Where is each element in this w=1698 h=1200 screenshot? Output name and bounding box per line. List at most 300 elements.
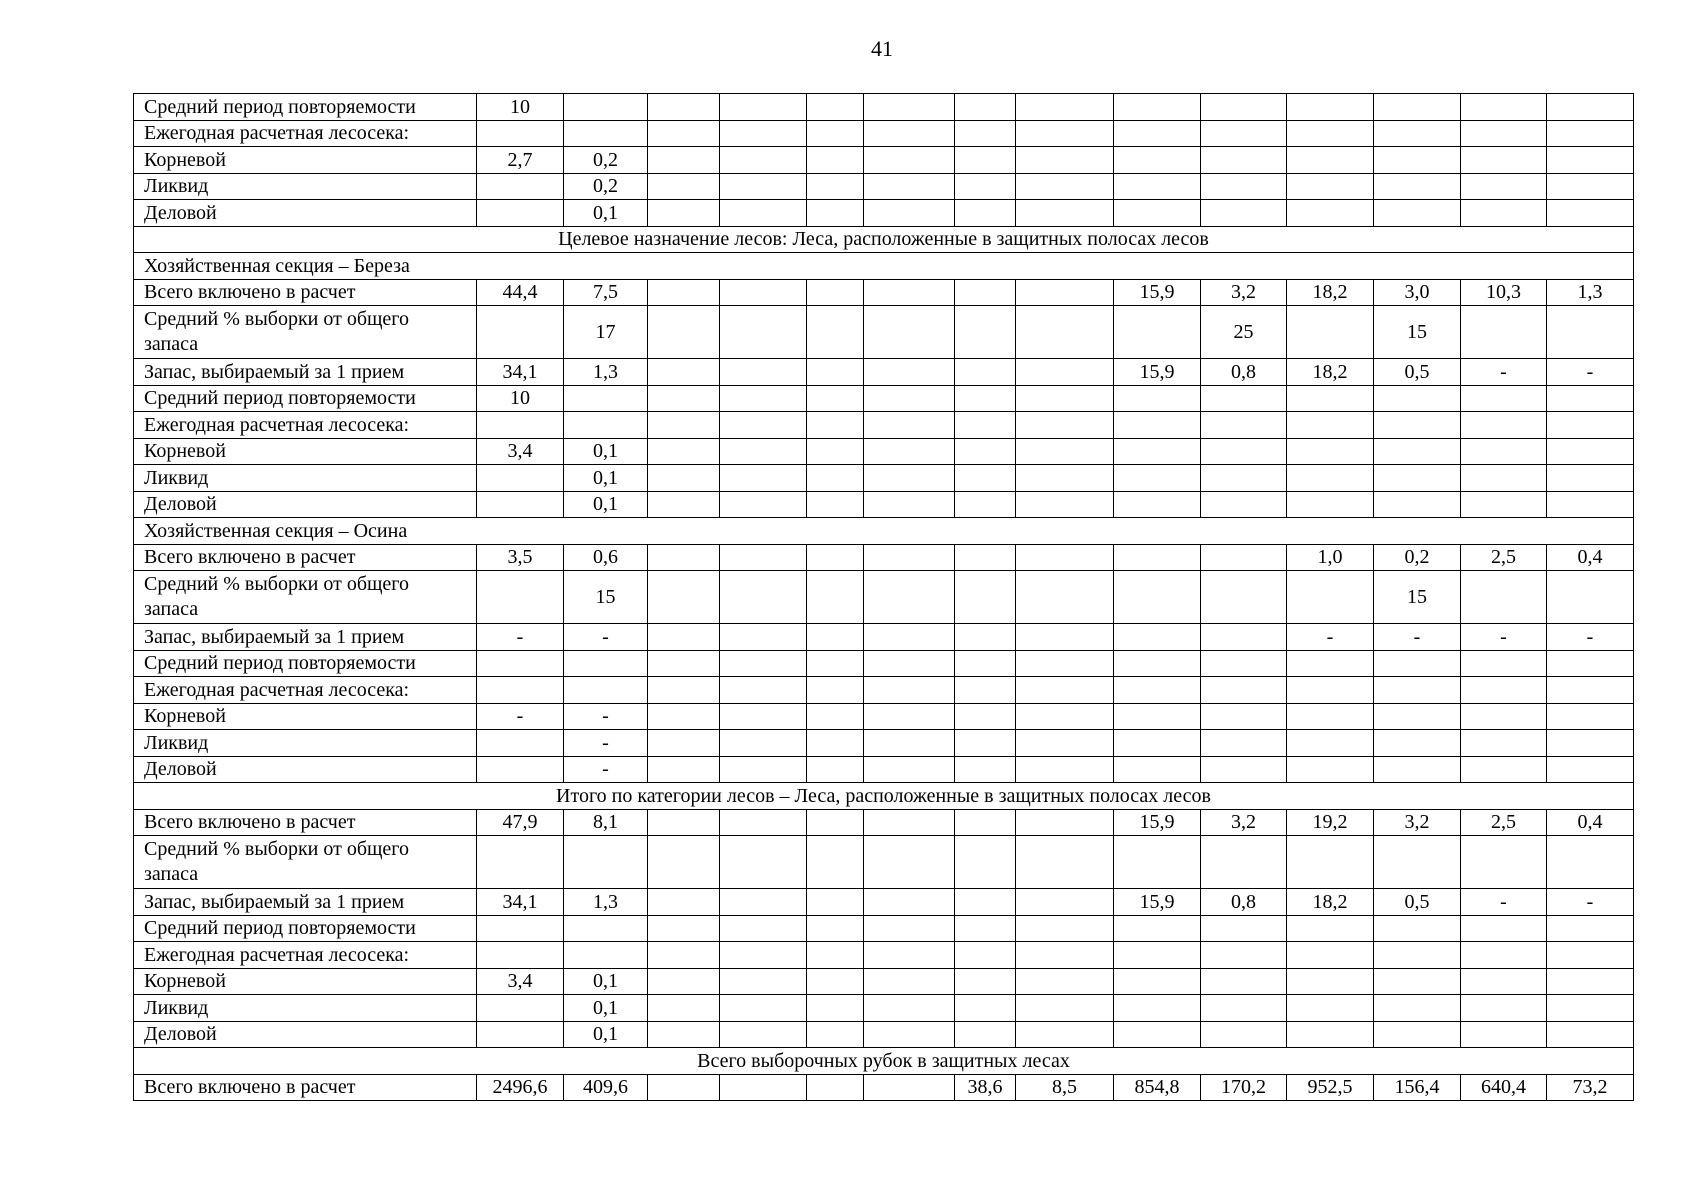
- table-cell: 640,4: [1461, 1074, 1547, 1101]
- subsection-heading: Хозяйственная секция – Береза: [134, 253, 1634, 280]
- table-cell: [1114, 730, 1201, 757]
- table-cell: [1547, 438, 1634, 465]
- table-cell: [720, 915, 807, 942]
- subsection-heading: Хозяйственная секция – Осина: [134, 518, 1634, 545]
- table-cell: [477, 915, 564, 942]
- table-cell: [477, 491, 564, 518]
- table-row: [134, 889, 1634, 916]
- table-cell: [720, 120, 807, 147]
- table-cell: -: [477, 703, 564, 730]
- table-cell: -: [1374, 624, 1461, 651]
- table-cell: 15,9: [1114, 889, 1201, 916]
- table-cell: [1016, 650, 1114, 677]
- row-label: Ликвид: [134, 730, 477, 757]
- table-cell: [864, 730, 955, 757]
- table-cell: [1114, 491, 1201, 518]
- table-cell: [807, 94, 864, 121]
- table-cell: [1374, 465, 1461, 492]
- table-cell: [864, 703, 955, 730]
- table-cell: [1374, 942, 1461, 969]
- table-cell: 44,4: [477, 279, 564, 306]
- table-cell: [720, 544, 807, 571]
- table-cell: 10: [477, 94, 564, 121]
- table-cell: [955, 809, 1016, 836]
- table-cell: 73,2: [1547, 1074, 1634, 1101]
- table-cell: [1201, 544, 1287, 571]
- table-cell: [1287, 385, 1374, 412]
- table-cell: [477, 120, 564, 147]
- table-cell: [1016, 94, 1114, 121]
- table-row: [134, 942, 1634, 969]
- table-cell: [1114, 1021, 1201, 1048]
- row-label: Ликвид: [134, 173, 477, 200]
- table-row: [134, 968, 1634, 995]
- row-label: Деловой: [134, 756, 477, 783]
- table-row: [134, 359, 1634, 386]
- table-cell: [720, 942, 807, 969]
- table-cell: [720, 995, 807, 1022]
- table-cell: [864, 1021, 955, 1048]
- table-cell: [1201, 385, 1287, 412]
- table-cell: [1016, 968, 1114, 995]
- table-cell: [648, 544, 720, 571]
- table-cell: [807, 809, 864, 836]
- table-cell: [1114, 942, 1201, 969]
- table-cell: 0,8: [1201, 359, 1287, 386]
- table-cell: 15: [564, 571, 648, 624]
- row-label: Средний период повторяемости: [134, 94, 477, 121]
- table-cell: [1016, 915, 1114, 942]
- row-label: Запас, выбираемый за 1 прием: [134, 624, 477, 651]
- table-cell: 8,5: [1016, 1074, 1114, 1101]
- table-row: [134, 120, 1634, 147]
- table-cell: -: [1461, 624, 1547, 651]
- table-cell: [477, 756, 564, 783]
- table-cell: [648, 491, 720, 518]
- table-row: [134, 1048, 1634, 1075]
- table-cell: [1461, 968, 1547, 995]
- row-label: Корневой: [134, 968, 477, 995]
- row-label: Ежегодная расчетная лесосека:: [134, 677, 477, 704]
- table-cell: [1461, 306, 1547, 359]
- table-cell: [648, 438, 720, 465]
- row-label: Ликвид: [134, 995, 477, 1022]
- table-cell: 15: [1374, 306, 1461, 359]
- table-cell: 2,5: [1461, 809, 1547, 836]
- table-row: [134, 412, 1634, 439]
- table-cell: [720, 359, 807, 386]
- table-cell: [648, 385, 720, 412]
- table-cell: [955, 306, 1016, 359]
- table-cell: [1547, 730, 1634, 757]
- row-label: Ежегодная расчетная лесосека:: [134, 120, 477, 147]
- table-cell: [648, 703, 720, 730]
- table-cell: 18,2: [1287, 359, 1374, 386]
- table-cell: [807, 491, 864, 518]
- table-cell: [864, 1074, 955, 1101]
- table-row: [134, 385, 1634, 412]
- table-cell: [1547, 756, 1634, 783]
- table-cell: [477, 200, 564, 227]
- table-cell: [720, 306, 807, 359]
- table-cell: [477, 571, 564, 624]
- table-cell: [1547, 995, 1634, 1022]
- table-cell: [807, 1021, 864, 1048]
- table-cell: [864, 412, 955, 439]
- table-cell: [1461, 1021, 1547, 1048]
- table-cell: [807, 836, 864, 889]
- table-cell: [477, 1021, 564, 1048]
- table-cell: [720, 836, 807, 889]
- table-cell: [648, 809, 720, 836]
- table-cell: [864, 836, 955, 889]
- table-cell: [864, 279, 955, 306]
- table-cell: [864, 995, 955, 1022]
- table-cell: [648, 200, 720, 227]
- table-cell: 170,2: [1201, 1074, 1287, 1101]
- table-cell: [477, 995, 564, 1022]
- table-cell: [477, 173, 564, 200]
- table-cell: 156,4: [1374, 1074, 1461, 1101]
- table-cell: [955, 889, 1016, 916]
- table-cell: [1201, 756, 1287, 783]
- table-cell: [1201, 465, 1287, 492]
- table-cell: [864, 200, 955, 227]
- table-cell: [864, 677, 955, 704]
- section-heading: Всего выборочных рубок в защитных лесах: [134, 1048, 1634, 1075]
- table-cell: [720, 200, 807, 227]
- table-cell: 0,1: [564, 438, 648, 465]
- table-cell: [720, 438, 807, 465]
- table-cell: [1287, 756, 1374, 783]
- table-cell: [648, 306, 720, 359]
- table-cell: [1201, 491, 1287, 518]
- table-cell: [807, 703, 864, 730]
- table-row: [134, 279, 1634, 306]
- table-cell: [648, 968, 720, 995]
- table-cell: [1201, 438, 1287, 465]
- row-label: Деловой: [134, 200, 477, 227]
- table-cell: [1201, 120, 1287, 147]
- table-row: [134, 94, 1634, 121]
- table-cell: [1374, 438, 1461, 465]
- table-cell: [648, 677, 720, 704]
- table-cell: [720, 1074, 807, 1101]
- table-cell: 0,4: [1547, 544, 1634, 571]
- table-cell: 18,2: [1287, 889, 1374, 916]
- table-cell: [955, 995, 1016, 1022]
- table-cell: [1016, 1021, 1114, 1048]
- table-cell: [1287, 942, 1374, 969]
- table-cell: [1016, 624, 1114, 651]
- table-cell: 18,2: [1287, 279, 1374, 306]
- table-cell: 0,5: [1374, 889, 1461, 916]
- table-cell: 1,3: [564, 359, 648, 386]
- table-cell: [477, 677, 564, 704]
- table-cell: [1201, 836, 1287, 889]
- table-cell: [1016, 809, 1114, 836]
- table-cell: [864, 173, 955, 200]
- table-cell: [955, 491, 1016, 518]
- table-cell: [1016, 120, 1114, 147]
- row-label: Корневой: [134, 147, 477, 174]
- table-cell: [1114, 677, 1201, 704]
- table-row: [134, 809, 1634, 836]
- table-cell: [807, 677, 864, 704]
- table-cell: [807, 200, 864, 227]
- row-label: Всего включено в расчет: [134, 1074, 477, 1101]
- table-cell: [648, 889, 720, 916]
- table-cell: [1547, 120, 1634, 147]
- table-row: [134, 703, 1634, 730]
- table-cell: 15: [1374, 571, 1461, 624]
- section-heading: Итого по категории лесов – Леса, расположенные в защитных полосах лесов: [134, 783, 1634, 810]
- table-cell: [1201, 968, 1287, 995]
- table-cell: [1461, 756, 1547, 783]
- table-row: [134, 147, 1634, 174]
- table-cell: [1461, 120, 1547, 147]
- table-cell: [1016, 730, 1114, 757]
- table-cell: [648, 995, 720, 1022]
- table-cell: [1201, 147, 1287, 174]
- row-label: Ежегодная расчетная лесосека:: [134, 942, 477, 969]
- table-cell: -: [477, 624, 564, 651]
- table-cell: [1461, 571, 1547, 624]
- table-row: [134, 624, 1634, 651]
- table-cell: [648, 465, 720, 492]
- table-cell: [807, 438, 864, 465]
- table-cell: [1461, 438, 1547, 465]
- table-cell: [807, 465, 864, 492]
- table-cell: [1016, 703, 1114, 730]
- table-cell: [955, 465, 1016, 492]
- table-cell: [1547, 306, 1634, 359]
- table-cell: [648, 359, 720, 386]
- table-cell: [1547, 571, 1634, 624]
- table-cell: [477, 465, 564, 492]
- table-cell: [1016, 889, 1114, 916]
- table-cell: [477, 730, 564, 757]
- table-cell: [1016, 147, 1114, 174]
- table-cell: 25: [1201, 306, 1287, 359]
- table-cell: -: [564, 624, 648, 651]
- table-cell: [1201, 412, 1287, 439]
- table-row: [134, 518, 1634, 545]
- table-cell: [1374, 385, 1461, 412]
- table-cell: [648, 836, 720, 889]
- table-cell: [864, 491, 955, 518]
- row-label: Ежегодная расчетная лесосека:: [134, 412, 477, 439]
- row-label: Средний % выборки от общего запаса: [134, 306, 477, 359]
- table-cell: [1287, 995, 1374, 1022]
- table-cell: 17: [564, 306, 648, 359]
- table-cell: 0,4: [1547, 809, 1634, 836]
- table-cell: 0,2: [564, 147, 648, 174]
- table-cell: [864, 624, 955, 651]
- table-cell: [1461, 915, 1547, 942]
- table-cell: [720, 279, 807, 306]
- table-cell: [955, 571, 1016, 624]
- table-cell: [1374, 147, 1461, 174]
- table-row: [134, 200, 1634, 227]
- table-cell: [1287, 94, 1374, 121]
- table-cell: [807, 412, 864, 439]
- table-cell: [1114, 915, 1201, 942]
- table-cell: [1461, 94, 1547, 121]
- table-cell: [864, 359, 955, 386]
- table-cell: [1547, 94, 1634, 121]
- table-cell: [564, 915, 648, 942]
- table-cell: 10: [477, 385, 564, 412]
- table-cell: [1201, 624, 1287, 651]
- table-cell: 854,8: [1114, 1074, 1201, 1101]
- table-cell: [1374, 200, 1461, 227]
- table-cell: [807, 147, 864, 174]
- table-cell: [477, 412, 564, 439]
- table-cell: [720, 173, 807, 200]
- row-label: Корневой: [134, 703, 477, 730]
- table-row: [134, 836, 1634, 889]
- table-cell: [1287, 412, 1374, 439]
- table-cell: [720, 571, 807, 624]
- table-cell: [955, 1021, 1016, 1048]
- table-cell: [1287, 173, 1374, 200]
- table-cell: [955, 730, 1016, 757]
- table-cell: [807, 385, 864, 412]
- table-cell: [1374, 730, 1461, 757]
- table-cell: [1114, 544, 1201, 571]
- table-cell: [648, 730, 720, 757]
- table-cell: [648, 571, 720, 624]
- table-cell: 8,1: [564, 809, 648, 836]
- table-cell: -: [564, 756, 648, 783]
- table-cell: [648, 915, 720, 942]
- table-cell: [807, 650, 864, 677]
- table-cell: [1461, 491, 1547, 518]
- table-cell: [1374, 412, 1461, 439]
- table-cell: [1461, 412, 1547, 439]
- table-cell: [1547, 677, 1634, 704]
- table-cell: 1,3: [564, 889, 648, 916]
- table-cell: [1374, 491, 1461, 518]
- table-cell: [720, 677, 807, 704]
- row-label: Запас, выбираемый за 1 прием: [134, 359, 477, 386]
- table-cell: [864, 147, 955, 174]
- table-cell: 3,5: [477, 544, 564, 571]
- table-cell: [1201, 94, 1287, 121]
- row-label: Деловой: [134, 491, 477, 518]
- table-cell: [955, 915, 1016, 942]
- row-label: Деловой: [134, 1021, 477, 1048]
- table-cell: [1016, 995, 1114, 1022]
- table-cell: [1287, 465, 1374, 492]
- table-row: [134, 465, 1634, 492]
- table-cell: [864, 889, 955, 916]
- table-cell: [1016, 412, 1114, 439]
- table-cell: [564, 650, 648, 677]
- table-cell: [1547, 200, 1634, 227]
- table-cell: [1114, 200, 1201, 227]
- table-cell: 10,3: [1461, 279, 1547, 306]
- table-cell: [1201, 915, 1287, 942]
- table-cell: 3,4: [477, 438, 564, 465]
- row-label: Ликвид: [134, 465, 477, 492]
- table-cell: [955, 200, 1016, 227]
- table-cell: [720, 624, 807, 651]
- table-cell: [1374, 94, 1461, 121]
- table-cell: [1201, 677, 1287, 704]
- table-cell: [564, 677, 648, 704]
- table-cell: [1287, 1021, 1374, 1048]
- table-row: [134, 650, 1634, 677]
- row-label: Корневой: [134, 438, 477, 465]
- row-label: Средний период повторяемости: [134, 915, 477, 942]
- table-cell: [1461, 465, 1547, 492]
- table-cell: 1,0: [1287, 544, 1374, 571]
- table-cell: [720, 703, 807, 730]
- table-cell: [1287, 306, 1374, 359]
- table-cell: [1016, 465, 1114, 492]
- table-cell: [720, 147, 807, 174]
- table-cell: -: [564, 730, 648, 757]
- table-cell: [1287, 703, 1374, 730]
- table-cell: [955, 94, 1016, 121]
- table-cell: -: [1461, 359, 1547, 386]
- table-row: [134, 756, 1634, 783]
- table-cell: [720, 465, 807, 492]
- table-cell: [864, 756, 955, 783]
- table-cell: [1374, 915, 1461, 942]
- table-cell: [564, 836, 648, 889]
- table-cell: [807, 968, 864, 995]
- table-cell: [1114, 968, 1201, 995]
- table-cell: [1287, 730, 1374, 757]
- table-cell: 3,2: [1374, 809, 1461, 836]
- table-cell: 0,5: [1374, 359, 1461, 386]
- table-cell: [955, 544, 1016, 571]
- table-cell: [955, 756, 1016, 783]
- table-cell: 0,6: [564, 544, 648, 571]
- table-row: [134, 491, 1634, 518]
- table-cell: [864, 385, 955, 412]
- table-cell: 3,2: [1201, 809, 1287, 836]
- table-cell: [1374, 677, 1461, 704]
- table-cell: [1287, 915, 1374, 942]
- table-cell: -: [1287, 624, 1374, 651]
- table-cell: [1016, 491, 1114, 518]
- table-cell: 0,1: [564, 465, 648, 492]
- table-cell: [955, 703, 1016, 730]
- table-cell: [1461, 836, 1547, 889]
- table-cell: [648, 412, 720, 439]
- table-cell: [807, 624, 864, 651]
- table-cell: [1547, 173, 1634, 200]
- table-cell: [720, 650, 807, 677]
- table-cell: [1114, 412, 1201, 439]
- table-cell: [1016, 942, 1114, 969]
- table-cell: [955, 173, 1016, 200]
- table-cell: [648, 1021, 720, 1048]
- table-cell: [1114, 571, 1201, 624]
- table-cell: [720, 730, 807, 757]
- table-row: [134, 995, 1634, 1022]
- table-cell: [955, 968, 1016, 995]
- table-cell: [1016, 438, 1114, 465]
- table-row: [134, 1021, 1634, 1048]
- table-cell: [1016, 385, 1114, 412]
- table-cell: [1201, 942, 1287, 969]
- table-cell: -: [1547, 889, 1634, 916]
